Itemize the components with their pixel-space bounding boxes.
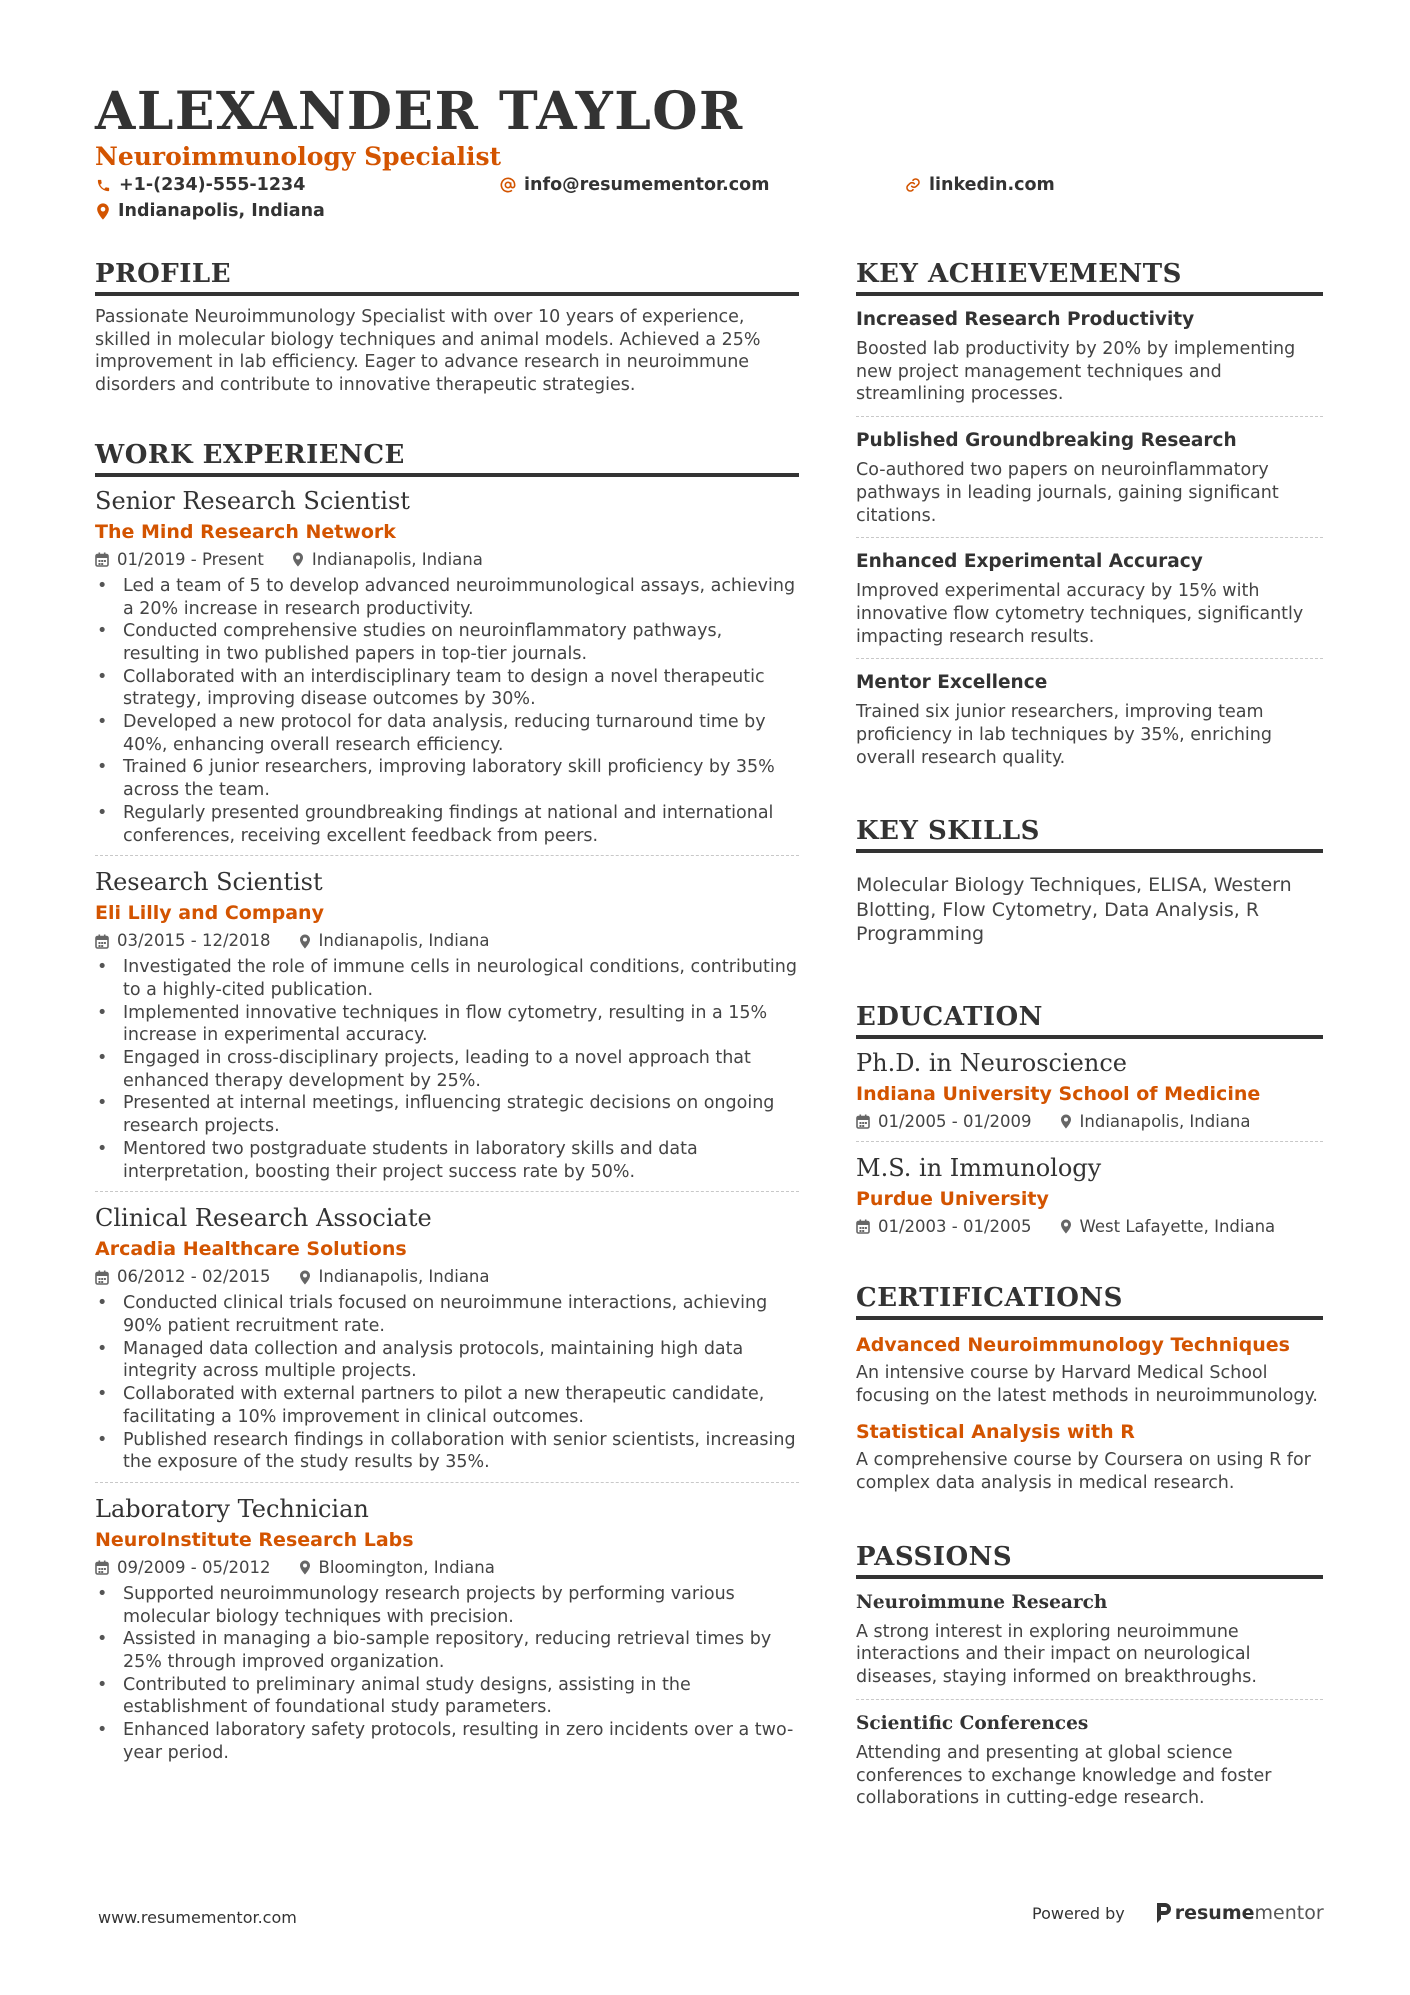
location bbox=[292, 549, 483, 571]
dates-location-row bbox=[95, 1266, 799, 1288]
achievement-text: Trained six junior researchers, improving team proficiency in lab techniques by 35%, enriching overall research quality. bbox=[856, 702, 1272, 768]
location-pin-icon bbox=[299, 1270, 311, 1285]
phone-text: +1-(234)-555-1234 bbox=[119, 175, 306, 195]
date-range: 09/2009 - 05/2012 bbox=[117, 1557, 271, 1577]
skills-heading: KEY SKILLS bbox=[856, 815, 1323, 853]
profile-summary: Passionate Neuroimmunology Specialist with over 10 years of experience, skilled in molecular biology techniques and animal models. Achieved a 25% improvement in lab efficiency. Eager to advance research in neuroimmune disorders and contribute to innovative therapeutic strategies. bbox=[95, 307, 761, 396]
certifications-heading: CERTIFICATIONS bbox=[856, 1282, 1323, 1320]
experience-list bbox=[95, 485, 799, 1773]
job-bullet: • Contributed to preliminary animal study designs, assisting in the establishment of foundational study parameters. bbox=[95, 1674, 799, 1719]
candidate-role: Neuroimmunology Specialist bbox=[95, 142, 502, 171]
date-range: 01/2005 - 01/2009 bbox=[878, 1111, 1032, 1131]
profile-heading: PROFILE bbox=[95, 258, 799, 296]
certification-title: Statistical Analysis with R bbox=[856, 1421, 1135, 1444]
location-text: Bloomington, Indiana bbox=[318, 1557, 495, 1577]
link-icon bbox=[905, 177, 921, 193]
job-company: The Mind Research Network bbox=[95, 520, 396, 543]
certifications-list bbox=[856, 1332, 1323, 1495]
achievement-entry bbox=[856, 659, 1323, 779]
certification-title: Advanced Neuroimmunology Techniques bbox=[856, 1333, 1290, 1356]
degree: Ph.D. in Neuroscience bbox=[856, 1048, 1127, 1077]
calendar-icon bbox=[95, 1560, 109, 1575]
job-bullet: • Collaborated with external partners to pilot a new therapeutic candidate, facilitating a 10% improvement in clinical outcomes. bbox=[95, 1383, 799, 1428]
job-company: Eli Lilly and Company bbox=[95, 902, 324, 925]
school: Purdue University bbox=[856, 1187, 1049, 1210]
calendar-icon bbox=[95, 552, 109, 567]
dates-location-row bbox=[95, 1557, 799, 1579]
location bbox=[299, 1557, 495, 1579]
achievement-entry bbox=[856, 296, 1323, 417]
job-entry bbox=[95, 866, 799, 1192]
left-column bbox=[95, 258, 799, 1783]
job-title: Laboratory Technician bbox=[95, 1494, 369, 1523]
degree: M.S. in Immunology bbox=[856, 1153, 1102, 1182]
education-heading: EDUCATION bbox=[856, 1001, 1323, 1039]
contact-location bbox=[96, 200, 325, 222]
contact-email[interactable] bbox=[500, 174, 769, 196]
calendar-icon bbox=[856, 1219, 870, 1234]
job-bullets bbox=[95, 575, 799, 847]
achievement-entry bbox=[856, 417, 1323, 538]
job-bullet: • Assisted in managing a bio-sample repository, reducing retrieval times by 25% through improved organization. bbox=[95, 1628, 799, 1673]
certification-entry bbox=[856, 1419, 1323, 1494]
dates-location-row bbox=[856, 1111, 1323, 1133]
date-range: 01/2019 - Present bbox=[117, 549, 264, 569]
dates-location-row bbox=[95, 930, 799, 952]
brand-text-a: resume bbox=[1174, 1902, 1255, 1924]
education-entry bbox=[856, 1152, 1323, 1246]
job-bullet: • Conducted clinical trials focused on neuroimmune interactions, achieving 90% patient recruitment rate. bbox=[95, 1292, 799, 1337]
skills-text: Molecular Biology Techniques, ELISA, Western Blotting, Flow Cytometry, Data Analysis, R Programming bbox=[856, 874, 1292, 946]
location-pin-icon bbox=[292, 552, 304, 567]
certification-text: An intensive course by Harvard Medical School focusing on the latest methods in neuroimmunology. bbox=[856, 1362, 1318, 1406]
powered-by-text: Powered by bbox=[1032, 1903, 1125, 1923]
job-bullet: • Presented at internal meetings, influencing strategic decisions on ongoing research projects. bbox=[95, 1092, 799, 1137]
job-entry bbox=[95, 485, 799, 856]
location-pin-icon bbox=[96, 203, 110, 220]
location bbox=[1060, 1216, 1276, 1238]
calendar-icon bbox=[95, 1270, 109, 1285]
achievement-title: Mentor Excellence bbox=[856, 672, 1048, 694]
dates-location-row bbox=[856, 1216, 1323, 1238]
brand-text-b: mentor bbox=[1254, 1902, 1324, 1924]
email-text: info@resumementor.com bbox=[524, 175, 770, 195]
date-range: 03/2015 - 12/2018 bbox=[117, 931, 271, 951]
location bbox=[299, 930, 490, 952]
passions-heading: PASSIONS bbox=[856, 1541, 1323, 1579]
job-bullets bbox=[95, 1583, 799, 1765]
passion-title: Neuroimmune Research bbox=[856, 1591, 1108, 1613]
passion-entry bbox=[856, 1700, 1323, 1820]
certification-text: A comprehensive course by Coursera on using R for complex data analysis in medical research. bbox=[856, 1450, 1311, 1494]
achievement-title: Increased Research Productivity bbox=[856, 309, 1195, 330]
job-bullet: • Investigated the role of immune cells in neurological conditions, contributing to a highly-cited publication. bbox=[95, 956, 799, 1001]
experience-heading: WORK EXPERIENCE bbox=[95, 439, 799, 477]
phone-icon bbox=[96, 178, 111, 193]
location-pin-icon bbox=[1060, 1219, 1072, 1234]
footer-website[interactable]: www.resumementor.com bbox=[98, 1908, 297, 1927]
job-entry bbox=[95, 1493, 799, 1773]
job-bullet: • Led a team of 5 to develop advanced neuroimmunological assays, achieving a 20% increase in research productivity. bbox=[95, 575, 799, 620]
job-bullet: • Enhanced laboratory safety protocols, resulting in zero incidents over a two-year period. bbox=[95, 1719, 799, 1764]
passion-entry bbox=[856, 1579, 1323, 1700]
job-title: Clinical Research Associate bbox=[95, 1204, 432, 1233]
job-bullet: • Regularly presented groundbreaking findings at national and international conferences, receiving excellent feedback from peers. bbox=[95, 802, 799, 847]
location-text: Indianapolis, Indiana bbox=[318, 931, 490, 951]
achievement-text: Co-authored two papers on neuroinflammatory pathways in leading journals, gaining significant citations. bbox=[856, 460, 1279, 526]
job-bullet: • Trained 6 junior researchers, improving laboratory skill proficiency by 35% across the team. bbox=[95, 756, 799, 801]
location bbox=[299, 1266, 490, 1288]
job-title: Senior Research Scientist bbox=[95, 486, 410, 515]
date-range: 06/2012 - 02/2015 bbox=[117, 1267, 271, 1287]
location-text: Indianapolis, Indiana bbox=[311, 549, 483, 569]
location-text: Indianapolis, Indiana bbox=[1079, 1111, 1251, 1131]
linkedin-text: linkedin.com bbox=[929, 175, 1055, 195]
dates-location-row bbox=[95, 549, 799, 571]
job-entry bbox=[95, 1202, 799, 1483]
job-bullet: • Engaged in cross-disciplinary projects, leading to a novel approach that enhanced therapy development by 25%. bbox=[95, 1047, 799, 1092]
education-entry bbox=[856, 1047, 1323, 1142]
location-text: Indianapolis, Indiana bbox=[318, 1267, 490, 1287]
passion-text: A strong interest in exploring neuroimmune interactions and their impact on neurological diseases, staying informed on breakthroughs. bbox=[856, 1621, 1257, 1688]
passion-text: Attending and presenting at global science conferences to exchange knowledge and foster collaborations in cutting-edge research. bbox=[856, 1742, 1272, 1809]
achievement-text: Improved experimental accuracy by 15% with innovative flow cytometry techniques, significantly impacting research results. bbox=[856, 581, 1304, 647]
achievements-list bbox=[856, 296, 1323, 779]
contact-phone bbox=[96, 174, 305, 196]
location-text: Indianapolis, Indiana bbox=[118, 201, 325, 221]
job-bullet: • Mentored two postgraduate students in laboratory skills and data interpretation, boosting their project success rate by 50%. bbox=[95, 1138, 799, 1183]
right-column bbox=[856, 258, 1323, 1820]
at-icon bbox=[500, 177, 516, 193]
calendar-icon bbox=[856, 1114, 870, 1129]
location bbox=[1060, 1111, 1251, 1133]
date-range: 01/2003 - 01/2005 bbox=[878, 1216, 1032, 1236]
brand-mark-icon bbox=[1155, 1903, 1171, 1923]
location-text: West Lafayette, Indiana bbox=[1079, 1216, 1276, 1236]
location-pin-icon bbox=[1060, 1114, 1072, 1129]
achievement-title: Published Groundbreaking Research bbox=[856, 430, 1237, 452]
education-list bbox=[856, 1047, 1323, 1246]
candidate-name: ALEXANDER TAYLOR bbox=[95, 81, 744, 142]
job-bullet: • Collaborated with an interdisciplinary team to design a novel therapeutic strategy, improving disease outcomes by 30%. bbox=[95, 666, 799, 711]
passions-list bbox=[856, 1579, 1323, 1820]
certification-entry bbox=[856, 1332, 1323, 1407]
footer-branding bbox=[1032, 1902, 1324, 1924]
job-bullet: • Published research findings in collaboration with senior scientists, increasing the exposure of the study results by 35%. bbox=[95, 1429, 799, 1474]
achievements-heading: KEY ACHIEVEMENTS bbox=[856, 258, 1323, 296]
job-bullet: • Conducted comprehensive studies on neuroinflammatory pathways, resulting in two published papers in top-tier journals. bbox=[95, 620, 799, 665]
job-company: Arcadia Healthcare Solutions bbox=[95, 1238, 407, 1261]
passion-title: Scientific Conferences bbox=[856, 1712, 1089, 1734]
location-pin-icon bbox=[299, 934, 311, 949]
calendar-icon bbox=[95, 934, 109, 949]
job-bullets bbox=[95, 1292, 799, 1474]
school: Indiana University School of Medicine bbox=[856, 1082, 1261, 1105]
job-title: Research Scientist bbox=[95, 868, 323, 897]
location-pin-icon bbox=[299, 1560, 311, 1575]
brand-logo bbox=[1155, 1902, 1324, 1924]
achievement-title: Enhanced Experimental Accuracy bbox=[856, 551, 1203, 573]
job-bullet: • Supported neuroimmunology research projects by performing various molecular biology techniques with precision. bbox=[95, 1583, 799, 1628]
contact-linkedin[interactable] bbox=[905, 174, 1055, 196]
achievement-text: Boosted lab productivity by 20% by implementing new project management techniques and streamlining processes. bbox=[856, 339, 1296, 405]
job-bullet: • Developed a new protocol for data analysis, reducing turnaround time by 40%, enhancing overall research efficiency. bbox=[95, 711, 799, 756]
job-bullets bbox=[95, 956, 799, 1183]
achievement-entry bbox=[856, 538, 1323, 659]
job-company: NeuroInstitute Research Labs bbox=[95, 1528, 414, 1551]
job-bullet: • Managed data collection and analysis protocols, maintaining high data integrity across multiple projects. bbox=[95, 1338, 799, 1383]
job-bullet: • Implemented innovative techniques in flow cytometry, resulting in a 15% increase in experimental accuracy. bbox=[95, 1002, 799, 1047]
